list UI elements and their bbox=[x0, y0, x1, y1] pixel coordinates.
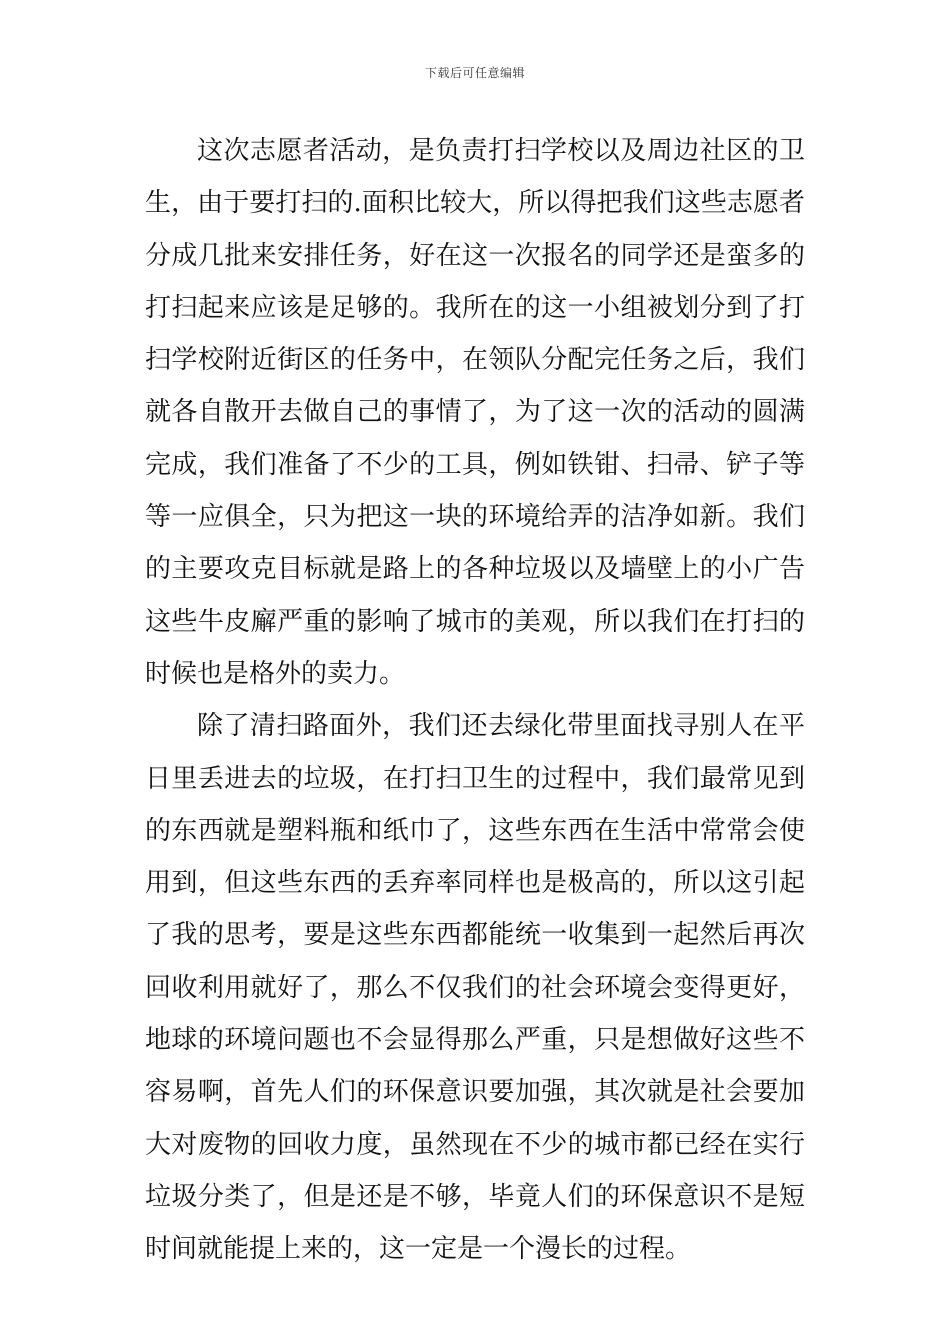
paragraph-1: 这次志愿者活动，是负责打扫学校以及周边社区的卫生，由于要打扫的.面积比较大，所以得把我们这些志愿者分成几批来安排任务，好在这一次报名的同学还是蛮多的打扫起来应该是足够的。我所在的这一小组被划分到了打扫学校附近街区的任务中，在领队分配完任务之后，我们就各自散开去做自己的事情了，为了这一次的活动的圆满完成，我们准备了不少的工具，例如铁钳、扫帚、铲子等等一应俱全，只为把这一块的环境给弄的洁净如新。我们的主要攻克目标就是路上的各种垃圾以及墙壁上的小广告这些牛皮廨严重的影响了城市的美观，所以我们在打扫的时候也是格外的卖力。 bbox=[145, 136, 805, 689]
page-header: 下载后可任意编辑 bbox=[424, 66, 525, 80]
paragraph-2: 除了清扫路面外，我们还去绿化带里面找寻别人在平日里丢进去的垃圾，在打扫卫生的过程中，我们最常见到的东西就是塑料瓶和纸巾了，这些东西在生活中常常会使用到，但这些东西的丢弃率同样也是极高的，所以这引起了我的思考，要是这些东西都能统一收集到一起然后再次回收利用就好了，那么不仅我们的社会环境会变得更好，地球的环境问题也不会显得那么严重，只是想做好这些不容易啊，首先人们的环保意识要加强，其次就是社会要加大对废物的回收力度，虽然现在不少的城市都已经在实行垃圾分类了，但是还是不够，毕竟人们的环保意识不是短时间就能提上来的，这一定是一个漫长的过程。 bbox=[145, 711, 805, 1265]
document-body bbox=[145, 125, 805, 1276]
